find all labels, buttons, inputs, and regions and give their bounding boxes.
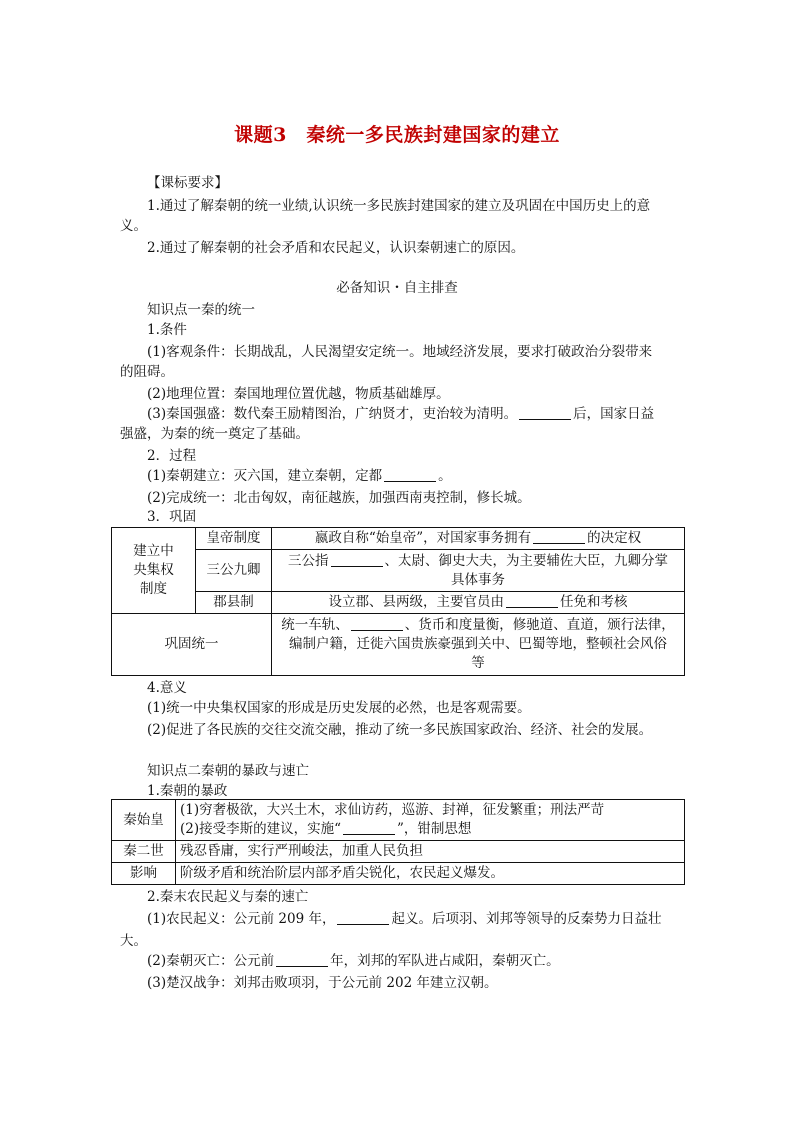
kp1-process-1-text: (1)秦朝建立：灭六国，建立秦朝，定都 xyxy=(147,468,383,484)
kp1-significance-1: (1)统一中央集权国家的形成是历史发展的必然，也是客观需要。 xyxy=(147,700,531,716)
group-cell xyxy=(112,528,196,614)
kp1-condition-3-text-2: 后，国家日益 xyxy=(573,406,655,422)
kp1-process-1-end: 。 xyxy=(438,468,452,484)
table-row xyxy=(112,528,685,550)
cell-line xyxy=(276,616,680,635)
group-label: 央集权 xyxy=(133,562,174,578)
kp2-fall-1-text-2: 起义。后项羽、刘邦等领导的反秦势力日益壮 xyxy=(391,911,662,927)
fill-blank[interactable] xyxy=(533,529,585,544)
fill-blank[interactable] xyxy=(351,616,403,631)
group-label: 建立中 xyxy=(133,543,174,559)
cell-line: 编制户籍，迁徙六国贵族豪强到关中、巴蜀等地，整顿社会风俗 xyxy=(289,636,667,652)
table-row xyxy=(112,800,685,841)
page-title: 课题3 秦统一多民族封建国家的建立 xyxy=(234,124,560,146)
table-row xyxy=(112,550,685,592)
kp1-process-1 xyxy=(147,466,452,486)
fill-blank[interactable] xyxy=(506,593,558,608)
cell-line: 具体事务 xyxy=(451,571,505,588)
row-content xyxy=(272,614,685,676)
row-content xyxy=(272,550,685,592)
kp1-condition-3-cont: 强盛，为秦的统一奠定了基础。 xyxy=(120,426,309,442)
consolidation-table xyxy=(111,527,685,676)
kp1-process-2: (2)完成统一：北击匈奴，南征越族，加强西南夷控制，修长城。 xyxy=(147,490,531,506)
cell-text: 嬴政自称“始皇帝”，对国家事务拥有 xyxy=(314,530,532,546)
cell-line: 等 xyxy=(471,655,485,671)
row-name: 秦二世 xyxy=(112,841,176,863)
table-row xyxy=(112,614,685,676)
row-name: 三公九卿 xyxy=(196,550,272,592)
cell-text: 、货币和度量衡，修驰道、直道，颁行法律， xyxy=(404,617,675,633)
cell-text: 、太尉、御史大夫，为主要辅佐大臣，九卿分掌 xyxy=(384,552,668,569)
kp2-fall-heading: 2.秦末农民起义与秦的速亡 xyxy=(147,889,309,905)
cell-text: ”，钳制思想 xyxy=(397,821,472,837)
requirement-2: 2.通过了解秦朝的社会矛盾和农民起义，认识秦朝速亡的原因。 xyxy=(147,240,525,256)
requirements-heading: 【课标要求】 xyxy=(147,175,228,191)
table-row xyxy=(112,863,685,885)
cell-text: 的决定权 xyxy=(587,530,642,546)
cell-line xyxy=(180,820,680,839)
cell-text: 统一车轨、 xyxy=(281,617,349,633)
kp2-fall-1 xyxy=(147,909,661,929)
kp1-consolidation-heading: 3．巩固 xyxy=(147,509,197,525)
row-name: 郡县制 xyxy=(196,592,272,614)
kp2-fall-1-cont: 大。 xyxy=(120,933,147,949)
kp2-fall-2-text-2: 年，刘邦的军队进占咸阳，秦朝灭亡。 xyxy=(330,953,560,969)
fill-blank[interactable] xyxy=(331,552,383,567)
kp2-fall-1-text: (1)农民起义：公元前 209 年， xyxy=(147,911,336,927)
section-heading: 必备知识・自主排查 xyxy=(336,280,458,296)
kp2-fall-3: (3)楚汉战争：刘邦击败项羽，于公元前 202 年建立汉朝。 xyxy=(147,975,498,991)
fill-blank[interactable] xyxy=(519,405,571,420)
row-name: 秦始皇 xyxy=(112,800,176,841)
row-name: 巩固统一 xyxy=(112,614,272,676)
row-content xyxy=(272,592,685,614)
kp1-process-heading: 2．过程 xyxy=(147,448,197,464)
cell-text: 三公指 xyxy=(288,552,329,569)
row-name: 影响 xyxy=(112,863,176,885)
row-name: 皇帝制度 xyxy=(196,528,272,550)
cell-line xyxy=(276,552,680,571)
row-content: 阶级矛盾和统治阶层内部矛盾尖锐化，农民起义爆发。 xyxy=(176,863,685,885)
group-label: 制度 xyxy=(140,581,167,597)
row-content xyxy=(272,528,685,550)
kp1-condition-1: (1)客观条件：长期战乱，人民渴望安定统一。地域经济发展，要求打破政治分裂带来 xyxy=(147,344,653,360)
cell-text: 任免和考核 xyxy=(560,594,628,610)
kp1-condition-3 xyxy=(147,404,654,424)
kp2-fall-2 xyxy=(147,951,560,971)
kp1-condition-1-cont: 的阻碍。 xyxy=(120,364,174,380)
kp2-tyranny-heading: 1.秦朝的暴政 xyxy=(147,783,228,799)
row-content xyxy=(176,800,685,841)
table-row xyxy=(112,592,685,614)
kp1-heading: 知识点一秦的统一 xyxy=(147,302,255,318)
cell-text: (2)接受李斯的建议，实施“ xyxy=(180,821,342,837)
tyranny-table xyxy=(111,799,685,885)
kp2-fall-2-text: (2)秦朝灭亡：公元前 xyxy=(147,953,275,969)
fill-blank[interactable] xyxy=(337,910,389,925)
fill-blank[interactable] xyxy=(276,952,328,967)
kp1-significance-2: (2)促进了各民族的交往交流交融，推动了统一多民族国家政治、经济、社会的发展。 xyxy=(147,722,653,738)
kp1-conditions-heading: 1.条件 xyxy=(147,322,187,338)
kp1-significance-heading: 4.意义 xyxy=(147,680,187,696)
row-content: 残忍昏庸，实行严刑峻法，加重人民负担 xyxy=(176,841,685,863)
kp1-condition-2: (2)地理位置：秦国地理位置优越，物质基础雄厚。 xyxy=(147,386,450,402)
cell-line: (1)穷奢极欲，大兴土木，求仙访药，巡游、封禅，征发繁重；刑法严苛 xyxy=(180,802,605,818)
table-row xyxy=(112,841,685,863)
kp1-condition-3-text: (3)秦国强盛：数代秦王励精图治，广纳贤才，吏治较为清明。 xyxy=(147,406,518,422)
cell-text: 设立郡、县两级，主要官员由 xyxy=(328,594,504,610)
fill-blank[interactable] xyxy=(343,820,395,835)
fill-blank[interactable] xyxy=(384,467,436,482)
requirement-1-cont: 义。 xyxy=(120,218,147,234)
kp2-heading: 知识点二秦朝的暴政与速亡 xyxy=(147,763,309,779)
requirement-1: 1.通过了解秦朝的统一业绩,认识统一多民族封建国家的建立及巩固在中国历史上的意 xyxy=(147,198,651,214)
